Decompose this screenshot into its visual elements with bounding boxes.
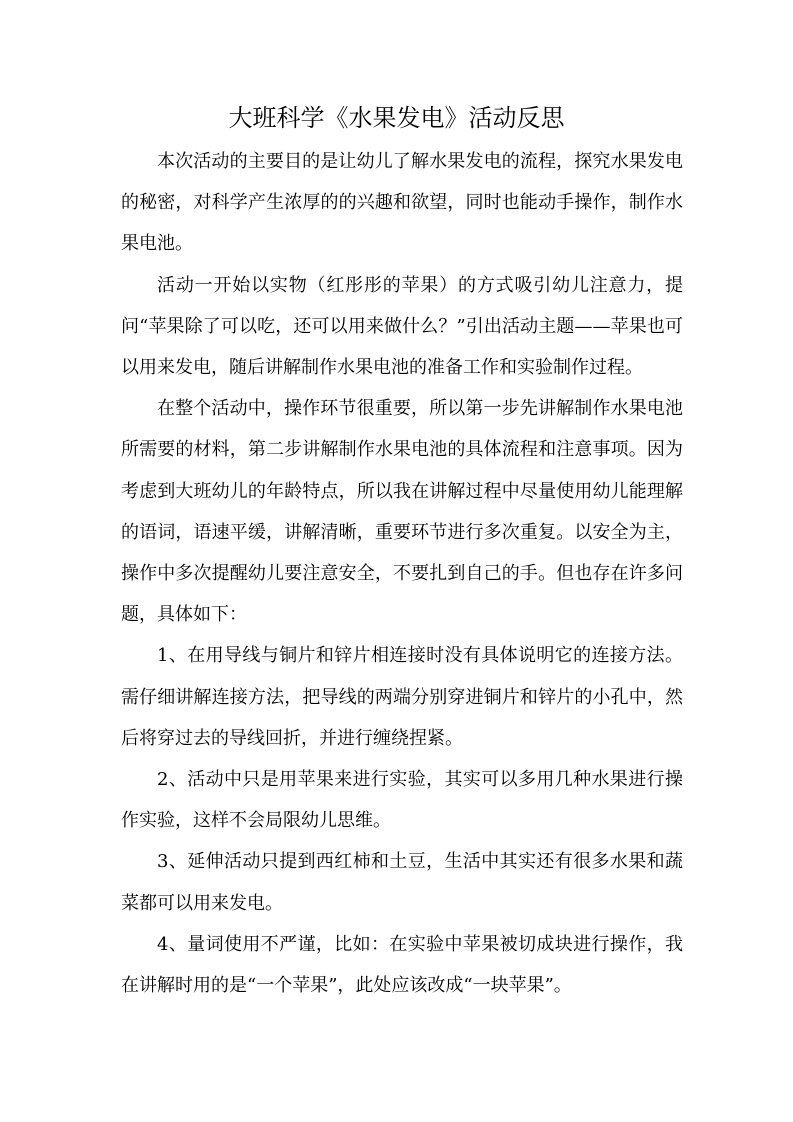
document-body xyxy=(121,141,683,1006)
paragraph-opening: 活动一开始以实物（红彤彤的苹果）的方式吸引幼儿注意力，提问“苹果除了可以吃，还可以用来做什么？”引出活动主题——苹果也可以用来发电，随后讲解制作水果电池的准备工作和实验制作过程。 xyxy=(121,274,683,379)
paragraph-intro: 本次活动的主要目的是让幼儿了解水果发电的流程，探究水果发电的秘密，对科学产生浓厚的的兴趣和欲望，同时也能动手操作，制作水果电池。 xyxy=(121,151,683,255)
paragraph-issue-3: 3、延伸活动只提到西红柿和土豆，生活中其实还有很多水果和蔬菜都可以用来发电。 xyxy=(121,851,683,914)
paragraph-issue-1: 1、在用导线与铜片和锌片相连接时没有具体说明它的连接方法。需仔细讲解连接方法，把导线的两端分别穿进铜片和锌片的小孔中，然后将穿过去的导线回折，并进行缠绕捏紧。 xyxy=(121,645,683,749)
paragraph-issue-2: 2、活动中只是用苹果来进行实验，其实可以多用几种水果进行操作实验，这样不会局限幼儿思维。 xyxy=(121,769,683,832)
paragraph-process: 在整个活动中，操作环节很重要，所以第一步先讲解制作水果电池所需要的材料，第二步讲解制作水果电池的具体流程和注意事项。因为考虑到大班幼儿的年龄特点，所以我在讲解过程中尽量使用幼儿能理解的语词，语速平缓，讲解清晰，重要环节进行多次重复。以安全为主，操作中多次提醒幼儿要注意安全，不要扎到自己的手。但也存在许多问题，具体如下： xyxy=(121,398,683,626)
paragraph-issue-4: 4、量词使用不严谨，比如：在实验中苹果被切成块进行操作，我在讲解时用的是“一个苹果”，此处应该改成“一块苹果”。 xyxy=(121,933,683,997)
document-title: 大班科学《水果发电》活动反思 xyxy=(228,104,565,132)
